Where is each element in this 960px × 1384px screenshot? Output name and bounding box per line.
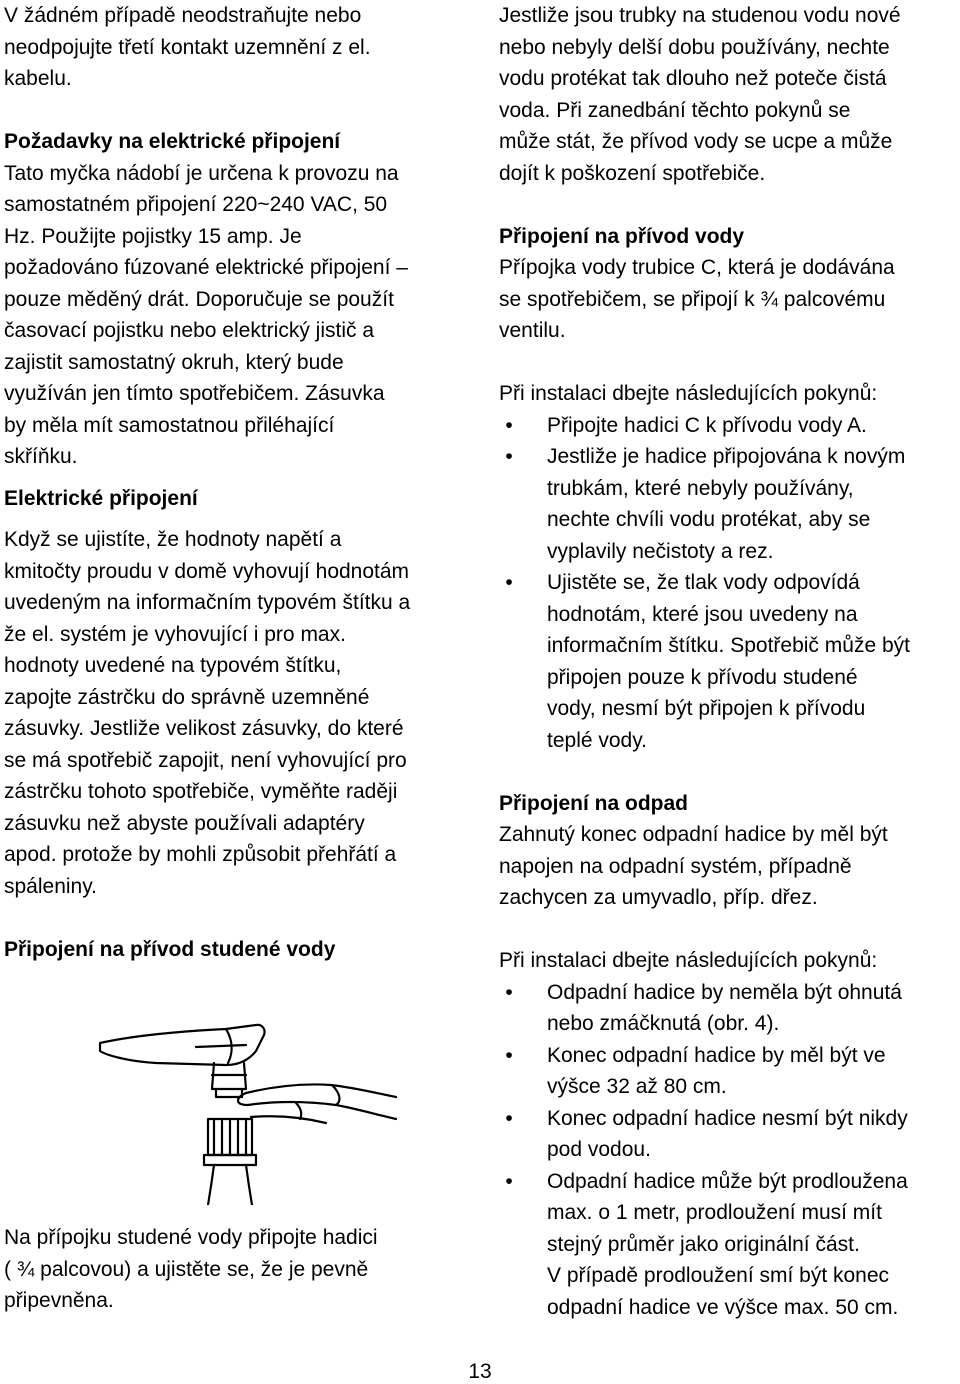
text-line: zachycen za umyvadlo, příp. dřez. [499,886,818,909]
text-line: využíván jen tímto spotřebičem. Zásuvka [4,382,385,405]
text-line: apod. protože by mohli způsobit přehřátí a [4,843,397,866]
bullet-glyph: • [505,1169,513,1193]
bullet-line: Odpadní hadice může být prodloužena [547,1169,908,1193]
text-line: zásuvku než abyste používali adaptéry [4,811,365,835]
section-heading-drain: Připojení na odpad [499,791,689,815]
text-line: kabelu. [4,67,72,90]
bullet-line: teplé vody. [547,728,648,752]
section-heading-water-supply: Připojení na přívod vody [499,224,745,248]
bullet-line: vyplavily nečistoty a rez. [547,539,774,563]
bullet-line: stejný průměr jako originální část. [547,1232,860,1256]
bullet-line: odpadní hadice ve výšce max. 50 cm. [547,1295,899,1319]
instruction-line: Při instalaci dbejte následujících pokynů: [499,382,878,405]
text-line: se spotřebičem, se připojí k ¾ palcovému [499,287,886,311]
bullet-line: V případě prodloužení smí být konec [547,1264,890,1287]
text-line: samostatném připojení 220~240 VAC, 50 [4,193,388,216]
bullet-item [499,1166,957,1324]
bullet-line: připojen pouze k přívodu studené [547,665,858,689]
section-heading-electrical-requirements: Požadavky na elektrické připojení [4,130,341,153]
bullet-glyph: • [505,1106,513,1130]
bullet-line: Konec odpadní hadice nesmí být nikdy [547,1106,908,1130]
text-line: Jestliže jsou trubky na studenou vodu nové [499,4,901,27]
caption-line: ( ¾ palcovou) a ujistěte se, že je pevně [4,1257,369,1281]
bullet-item [499,410,957,442]
text-line: dojít k poškození spotřebiče. [499,161,766,185]
bullet-glyph: • [505,980,513,1004]
text-line: zajistit samostatný okruh, který bude [4,350,344,374]
left-column [4,0,472,965]
text-line: kmitočty proudu v domě vyhovují hodnotám [4,559,410,583]
text-line: Když se ujistíte, že hodnoty napětí a [4,528,342,551]
caption-line: Na přípojku studené vody připojte hadici [4,1226,378,1249]
text-line: napojen na odpadní systém, případně [499,854,852,878]
bullet-glyph: • [505,445,513,468]
bullet-line: hodnotám, které jsou uvedeny na [547,602,858,626]
bullet-glyph: • [505,413,513,437]
section-heading-cold-water: Připojení na přívod studené vody [4,937,336,961]
text-line: spáleniny. [4,874,98,898]
text-line: V žádném případě neodstraňujte nebo [4,4,362,27]
text-line: zapojte zástrčku do správně uzemněné [4,685,370,709]
bullet-line: max. o 1 metr, prodloužení musí mít [547,1201,882,1224]
text-line: zásuvky. Jestliže velikost zásuvky, do které [4,717,404,740]
faucet-hose-illustration [96,1005,398,1205]
right-column [499,0,957,1323]
text-line: hodnoty uvedené na typovém štítku, [4,654,342,677]
text-line: zástrčku tohoto spotřebiče, vyměňte raději [4,780,398,803]
text-line: Hz. Použijte pojistky 15 amp. Je [4,224,302,248]
bullet-line: vody, nesmí být připojen k přívodu [547,697,866,720]
bullet-item [499,1040,957,1103]
text-line: uvedeným na informačním typovém štítku a [4,591,411,614]
bullet-line: Konec odpadní hadice by měl být ve [547,1043,886,1067]
instruction-line: Při instalaci dbejte následujících pokynů: [499,949,878,972]
bullet-glyph: • [505,1043,513,1067]
bullet-line: Odpadní hadice by neměla být ohnutá [547,980,902,1004]
bullet-line: výšce 32 až 80 cm. [547,1075,727,1098]
bullet-line: trubkám, které nebyly používány, [547,476,854,500]
bullet-line: informačním štítku. Spotřebič může být [547,634,910,657]
text-line: pouze měděný drát. Doporučuje se použít [4,287,394,311]
text-line: požadováno fúzované elektrické připojení – [4,256,408,279]
bullet-item [499,567,957,756]
text-line: nebo nebyly delší dobu používány, nechte [499,35,890,59]
caption-line: připevněna. [4,1289,114,1312]
bullet-item [499,1103,957,1166]
text-line: se má spotřebič zapojit, není vyhovující pro [4,748,407,772]
text-line: vodu protékat tak dlouho než poteče čistá [499,67,887,90]
bullet-line: Jestliže je hadice připojována k novým [547,445,906,468]
bullet-glyph: • [505,571,513,594]
bullet-item [499,977,957,1040]
bullet-item [499,441,957,567]
page-number: 13 [468,1360,492,1383]
text-line: by měla mít samostatnou přiléhající [4,413,335,437]
text-line: ventilu. [499,319,566,342]
text-line: Zahnutý konec odpadní hadice by měl být [499,823,888,846]
figure-caption [4,1222,472,1317]
bullet-line: nechte chvíli vodu protékat, aby se [547,508,871,531]
bullet-line: pod vodou. [547,1138,651,1161]
text-line: neodpojujte třetí kontakt uzemnění z el. [4,35,371,59]
section-heading-electrical-connection: Elektrické připojení [4,486,198,510]
text-line: Tato myčka nádobí je určena k provozu na [4,161,399,185]
bullet-line: Připojte hadici C k přívodu vody A. [547,413,867,437]
text-line: že el. systém je vyhovující i pro max. [4,622,346,646]
text-line: může stát, že přívod vody se ucpe a může [499,130,893,153]
text-line: Přípojka vody trubice C, která je dodávána [499,256,895,279]
text-line: voda. Při zanedbání těchto pokynů se [499,98,851,122]
bullet-line: Ujistěte se, že tlak vody odpovídá [547,571,860,594]
text-line: časovací pojistku nebo elektrický jistič a [4,319,374,342]
text-line: skříňku. [4,445,78,468]
bullet-line: nebo zmáčknutá (obr. 4). [547,1012,780,1035]
